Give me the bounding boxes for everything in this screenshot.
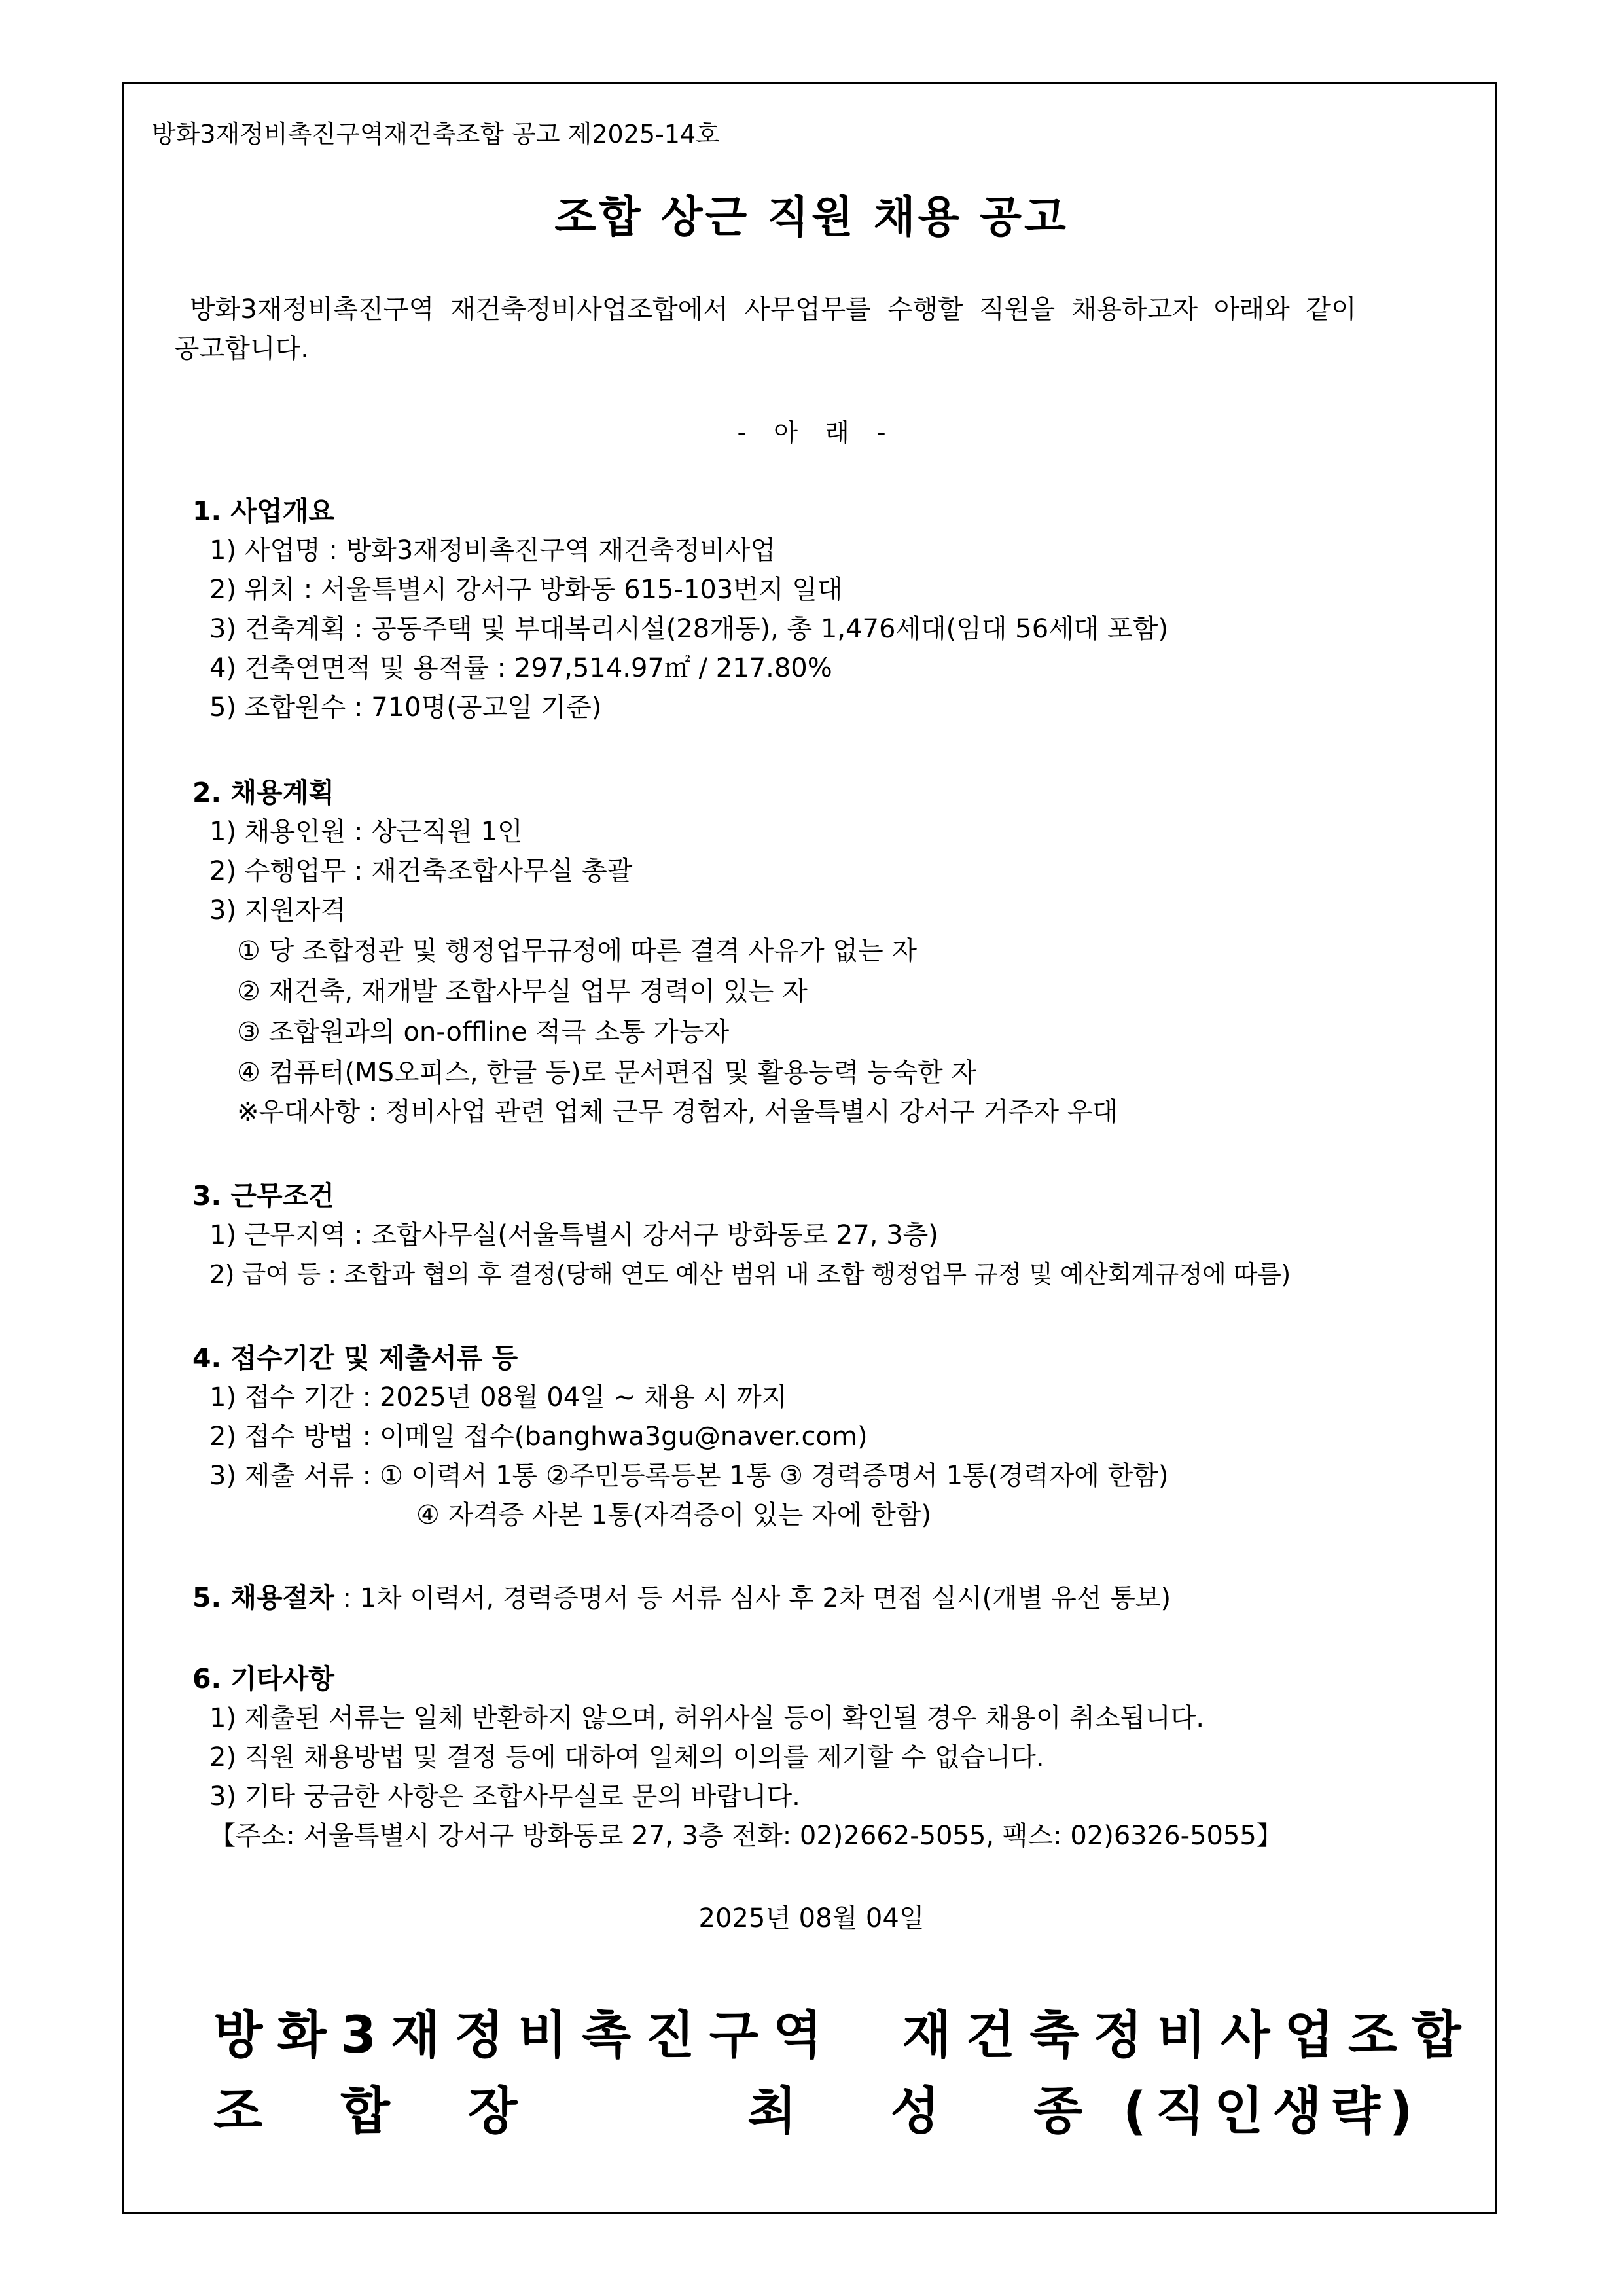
list-item: 2) 급여 등 : 조합과 협의 후 결정(당해 연도 예산 범위 내 조합 행정업무 규정 및 예산회계규정에 따름) bbox=[209, 1260, 1291, 1289]
list-item: 3) 지원자격 bbox=[209, 895, 346, 925]
representative-name: 최 성 종 bbox=[747, 2082, 1121, 2141]
representative-title: 조 합 장 bbox=[213, 2082, 548, 2141]
list-item: 3) 제출 서류 : ① 이력서 1통 ②주민등록등본 1통 ③ 경력증명서 1통(경력자에 한함) bbox=[209, 1461, 1169, 1491]
list-item: 1) 근무지역 : 조합사무실(서울특별시 강서구 방화동로 27, 3층) bbox=[209, 1220, 938, 1250]
section-hiring-procedure bbox=[192, 1581, 1171, 1615]
section-title-work-conditions: 3. 근무조건 bbox=[192, 1180, 334, 1211]
page-title: 조합 상근 직원 채용 공고 bbox=[554, 192, 1069, 242]
signature-organization bbox=[213, 2003, 1476, 2068]
list-item: 5) 조합원수 : 710명(공고일 기준) bbox=[209, 692, 602, 723]
list-item: 1) 사업명 : 방화3재정비촉진구역 재건축정비사업 bbox=[209, 535, 776, 565]
section-title-overview: 1. 사업개요 bbox=[192, 495, 334, 527]
list-item: 2) 접수 방법 : 이메일 접수(banghwa3gu@naver.com) bbox=[209, 1422, 868, 1452]
list-item: 4) 건축연면적 및 용적률 : 297,514.97㎡ / 217.80% bbox=[209, 653, 832, 683]
list-item: 1) 채용인원 : 상근직원 1인 bbox=[209, 817, 523, 847]
list-item: 1) 접수 기간 : 2025년 08월 04일 ~ 채용 시 까지 bbox=[209, 1382, 787, 1412]
preference-note: ※우대사항 : 정비사업 관련 업체 근무 경험자, 서울특별시 강서구 거주자 우대 bbox=[237, 1097, 1118, 1127]
qualification-item: ④ 컴퓨터(MS오피스, 한글 등)로 문서편집 및 활용능력 능숙한 자 bbox=[237, 1058, 977, 1088]
qualification-item: ③ 조합원과의 on-offline 적극 소통 가능자 bbox=[237, 1017, 730, 1047]
list-item: 1) 제출된 서류는 일체 반환하지 않으며, 허위사실 등이 확인될 경우 채용이 취소됩니다. bbox=[209, 1703, 1205, 1733]
list-item: 2) 수행업무 : 재건축조합사무실 총괄 bbox=[209, 856, 633, 886]
below-marker: - 아 래 - bbox=[737, 418, 886, 447]
section-title-hiring-plan: 2. 채용계획 bbox=[192, 777, 334, 808]
section-title-other: 6. 기타사항 bbox=[192, 1663, 334, 1695]
notice-number: 방화3재정비촉진구역재건축조합 공고 제2025-14호 bbox=[152, 120, 720, 149]
section-title-application: 4. 접수기간 및 제출서류 등 bbox=[192, 1342, 518, 1374]
qualification-item: ① 당 조합정관 및 행정업무규정에 따른 결격 사유가 없는 자 bbox=[237, 936, 918, 966]
list-item: 3) 기타 궁금한 사항은 조합사무실로 문의 바랍니다. bbox=[209, 1782, 800, 1812]
list-item: 2) 직원 채용방법 및 결정 등에 대하여 일체의 이의를 제기할 수 없습니다. bbox=[209, 1742, 1044, 1772]
intro-line-2: 공고합니다. bbox=[174, 334, 309, 364]
org-name-part2: 재건축정비사업조합 bbox=[902, 2006, 1476, 2065]
contact-info: 【주소: 서울특별시 강서구 방화동로 27, 3층 전화: 02)2662-5055, 팩스: 02)6326-5055】 bbox=[209, 1821, 1283, 1851]
document-border bbox=[122, 82, 1497, 2214]
list-item: 3) 건축계획 : 공동주택 및 부대복리시설(28개동), 총 1,476세대(임대 56세대 포함) bbox=[209, 614, 1169, 644]
intro-line-1: 방화3재정비촉진구역 재건축정비사업조합에서 사무업무를 수행할 직원을 채용하고자 아래와 같이 bbox=[190, 295, 1357, 325]
seal-omitted-note: (직인생략) bbox=[1123, 2082, 1422, 2141]
org-name-part1: 방화3재정비촉진구역 bbox=[213, 2006, 837, 2065]
qualification-item: ② 재건축, 재개발 조합사무실 업무 경력이 있는 자 bbox=[237, 977, 808, 1007]
procedure-text: : 1차 이력서, 경력증명서 등 서류 심사 후 2차 면접 실시(개별 유선 통보) bbox=[334, 1583, 1171, 1613]
list-item: ④ 자격증 사본 1통(자격증이 있는 자에 한함) bbox=[416, 1500, 932, 1530]
list-item: 2) 위치 : 서울특별시 강서구 방화동 615-103번지 일대 bbox=[209, 575, 843, 605]
section-title-procedure: 5. 채용절차 bbox=[192, 1582, 334, 1613]
notice-date: 2025년 08월 04일 bbox=[698, 1903, 925, 1933]
